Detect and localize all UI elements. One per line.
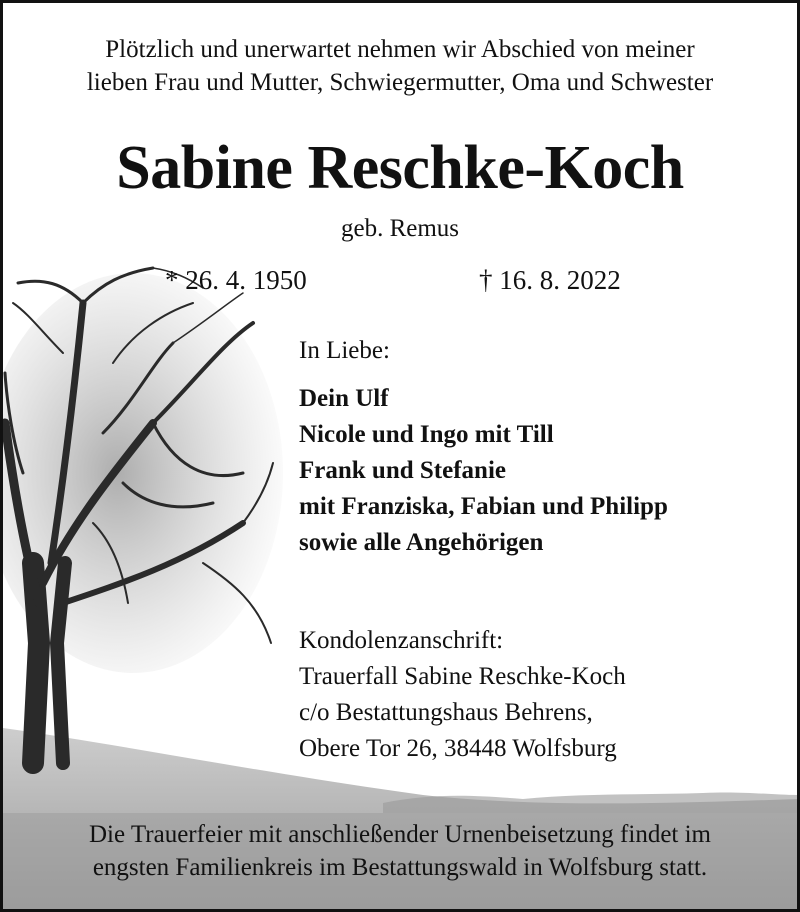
intro-line: lieben Frau und Mutter, Schwiegermutter, Oma und Schwester xyxy=(86,69,714,96)
address-line: Trauerfall Sabine Reschke-Koch xyxy=(299,663,626,690)
death-date: † 16. 8. 2022 xyxy=(479,265,621,295)
mourner-line: Dein Ulf xyxy=(299,385,389,412)
condolence-heading: Kondolenzanschrift: xyxy=(299,627,504,654)
mourners-list xyxy=(299,381,668,561)
funeral-note-line: Die Trauerfeier mit anschließender Urnenbeisetzung findet im xyxy=(88,821,712,848)
condolence-address xyxy=(299,623,626,767)
funeral-note-line: engsten Familienkreis im Bestattungswald in Wolfsburg statt. xyxy=(92,854,708,881)
address-line: c/o Bestattungshaus Behrens, xyxy=(299,699,593,726)
mourner-line: sowie alle Angehörigen xyxy=(299,529,544,556)
funeral-note xyxy=(3,818,797,884)
mourners-heading: In Liebe: xyxy=(299,337,390,364)
birth-date: * 26. 4. 1950 xyxy=(165,265,307,295)
deceased-name: Sabine Reschke-Koch xyxy=(116,134,684,202)
mourner-line: mit Franziska, Fabian und Philipp xyxy=(299,493,668,520)
maiden-name: geb. Remus xyxy=(340,215,460,242)
intro-line: Plötzlich und unerwartet nehmen wir Abschied von meiner xyxy=(105,36,695,63)
mourner-line: Frank und Stefanie xyxy=(299,457,506,484)
mourner-line: Nicole und Ingo mit Till xyxy=(299,421,554,448)
intro-text xyxy=(3,33,797,99)
address-line: Obere Tor 26, 38448 Wolfsburg xyxy=(299,735,617,762)
